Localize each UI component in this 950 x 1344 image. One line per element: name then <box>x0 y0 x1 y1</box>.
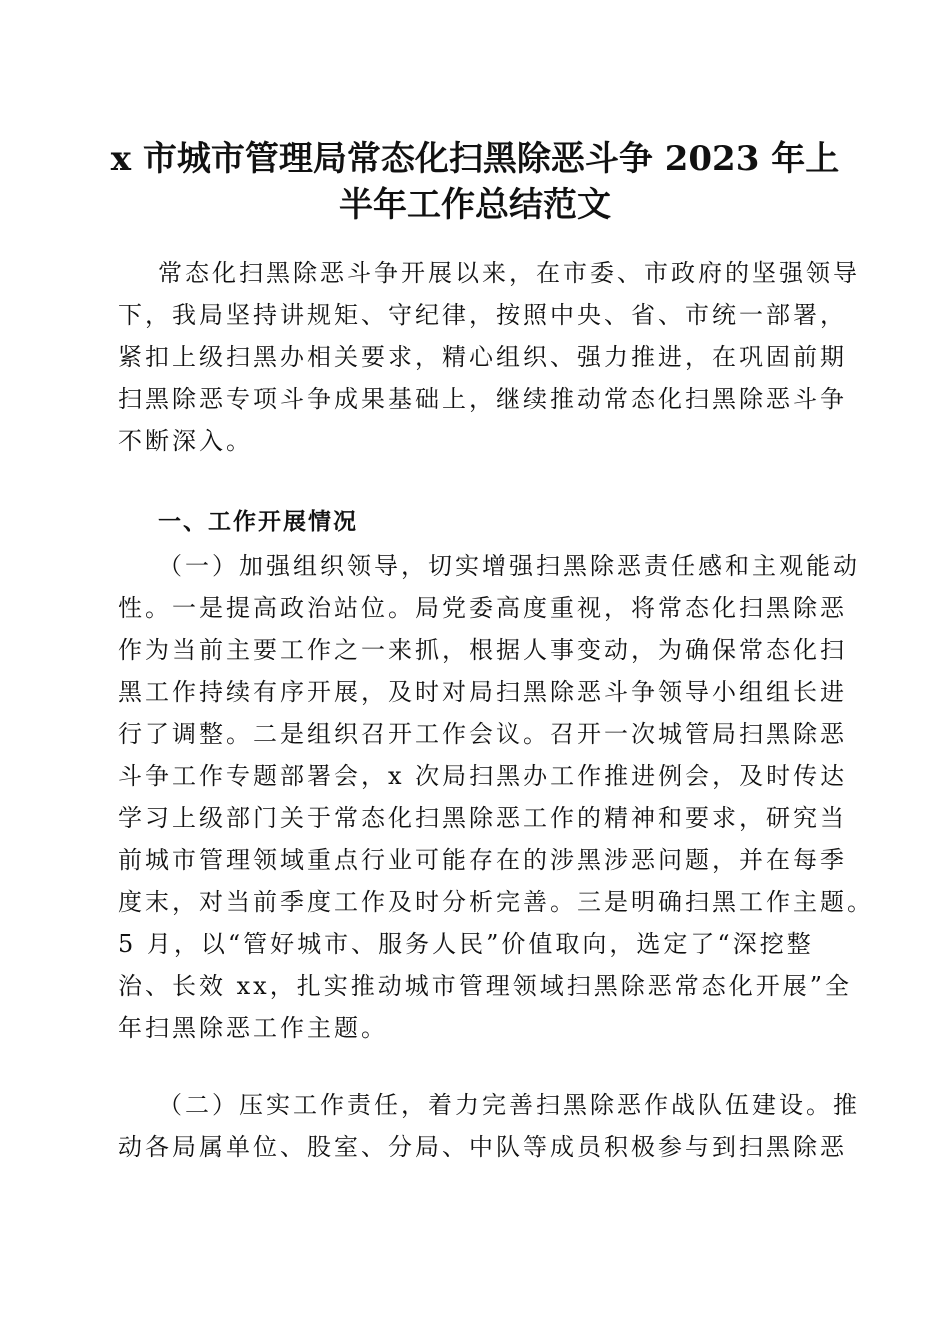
section-heading <box>118 501 848 543</box>
document-title <box>100 136 850 228</box>
text-line: 作为当前主要工作之一来抓，根据人事变动，为确保常态化扫 <box>118 636 847 664</box>
text-line: 紧扣上级扫黑办相关要求，精心组织、强力推进，在巩固前期 <box>118 343 847 371</box>
title-line: 半年工作总结范文 <box>339 185 611 225</box>
text-line: 下，我局坚持讲规矩、守纪律，按照中央、省、市统一部署， <box>118 301 847 329</box>
text-line: 学习上级部门关于常态化扫黑除恶工作的精神和要求，研究当 <box>118 804 847 832</box>
text-line: 不断深入。 <box>118 427 253 455</box>
text-line: 黑工作持续有序开展，及时对局扫黑除恶斗争领导小组组长进 <box>118 678 847 706</box>
text-line: （一）加强组织领导，切实增强扫黑除恶责任感和主观能动 <box>158 552 860 580</box>
text-line: （二）压实工作责任，着力完善扫黑除恶作战队伍建设。推 <box>158 1091 860 1119</box>
text-line: 扫黑除恶专项斗争成果基础上，继续推动常态化扫黑除恶斗争 <box>118 385 847 413</box>
text-line: 度末，对当前季度工作及时分析完善。三是明确扫黑工作主题。 <box>118 888 874 916</box>
intro-paragraph <box>118 252 860 462</box>
section-heading-text: 一、工作开展情况 <box>158 509 358 535</box>
text-line: 5 月，以“管好城市、服务人民”价值取向，选定了“深挖整 <box>118 930 814 958</box>
text-line: 动各局属单位、股室、分局、中队等成员积极参与到扫黑除恶 <box>118 1133 847 1161</box>
title-line: x 市城市管理局常态化扫黑除恶斗争 2023 年上 <box>110 139 840 179</box>
text-line: 斗争工作专题部署会，x 次局扫黑办工作推进例会，及时传达 <box>118 762 848 790</box>
text-line: 前城市管理领域重点行业可能存在的涉黑涉恶问题，并在每季 <box>118 846 847 874</box>
text-line: 常态化扫黑除恶斗争开展以来，在市委、市政府的坚强领导 <box>158 259 860 287</box>
text-line: 治、长效 xx，扎实推动城市管理领域扫黑除恶常态化开展”全 <box>118 972 852 1000</box>
text-line: 年扫黑除恶工作主题。 <box>118 1014 388 1042</box>
text-line: 性。一是提高政治站位。局党委高度重视，将常态化扫黑除恶 <box>118 594 847 622</box>
text-line: 行了调整。二是组织召开工作会议。召开一次城管局扫黑除恶 <box>118 720 847 748</box>
subsection-1-paragraph <box>118 545 874 1049</box>
subsection-2-paragraph <box>118 1084 860 1168</box>
